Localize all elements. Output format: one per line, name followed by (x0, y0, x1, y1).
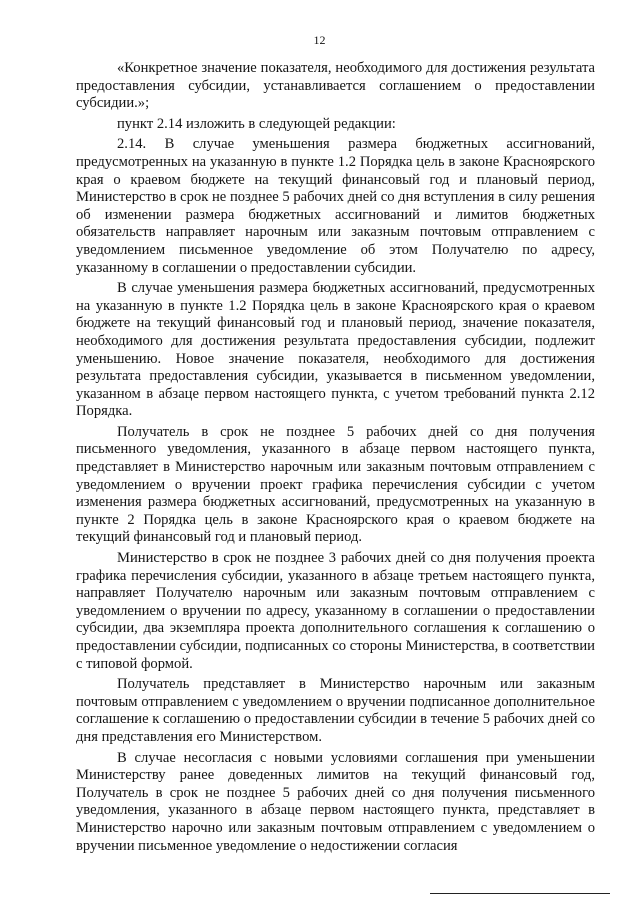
paragraph-7: Получатель представляет в Министерство нарочным или заказным почтовым отправлением с уведомлением о вручении подписанное дополнительное соглашение к соглашению о предоставлении субсидии в течение 5 рабочих дней со дня представления его Министерством. (76, 676, 595, 745)
document-body (76, 60, 595, 855)
paragraph-5: Получатель в срок не позднее 5 рабочих дней со дня получения письменного уведомления, указанного в абзаце первом настоящего пункта, представляет в Министерство нарочным или заказным почтовым отправлением с уведомлением о вручении проект графика перечисления субсидии с учетом изменения размера бюджетных ассигнований, предусмотренных на указанную в пункте 2 Порядка цель в законе Красноярского края о краевом бюджете на текущий финансовый год и плановый период. (76, 423, 595, 546)
paragraph-4: В случае уменьшения размера бюджетных ассигнований, предусмотренных на указанную в пункте 1.2 Порядка цель в законе Красноярского края о краевом бюджете на текущий финансовый год и плановый период, значение показателя, необходимого для достижения результата предоставления субсидии, подлежит уменьшению. Новое значение показателя, необходимого для достижения результата предоставления субсидии, указывается в письменном уведомлении, указанном в абзаце первом настоящего пункта, с учетом требований пункта 2.12 Порядка. (76, 280, 595, 420)
footer-divider (430, 893, 610, 894)
paragraph-6: Министерство в срок не позднее 3 рабочих дней со дня получения проекта графика перечисления субсидии, указанного в абзаце третьем настоящего пункта, направляет Получателю нарочным или заказным почтовым отправлением с уведомлением о вручении по адресу, указанному в соглашении о предоставлении субсидии, два экземпляра проекта дополнительного соглашения к соглашению о предоставлении субсидии, подписанных со стороны Министерства, в соответствии с типовой формой. (76, 550, 595, 672)
paragraph-8: В случае несогласия с новыми условиями соглашения при уменьшении Министерству ранее доведенных лимитов на текущий финансовый год, Получатель в срок не позднее 5 рабочих дней со дня получения письменного уведомления, указанного в абзаце первом настоящего пункта, представляет в Министерство нарочно или заказным почтовым отправлением с уведомлением о вручении письменное уведомление о недостижении согласия (76, 749, 595, 854)
paragraph-2: пункт 2.14 изложить в следующей редакции: (117, 115, 396, 132)
page-number: 12 (313, 33, 326, 47)
paragraph-3: 2.14. В случае уменьшения размера бюджетных ассигнований, предусмотренных на указанную в пункте 1.2 Порядка цель в законе Красноярского края о краевом бюджете на текущий финансовый год и плановый период, Министерство в срок не позднее 5 рабочих дней со дня вступления в силу решения об изменении размера бюджетных ассигнований и лимитов бюджетных обязательств направляет нарочным или заказным почтовым отправлением с уведомлением письменное уведомление об этом Получателю по адресу, указанному в соглашении о предоставлении субсидии. (76, 136, 595, 276)
paragraph-1: «Конкретное значение показателя, необходимого для достижения результата предоставления субсидии, устанавливается соглашением о предоставлении субсидии.»; (76, 60, 595, 112)
